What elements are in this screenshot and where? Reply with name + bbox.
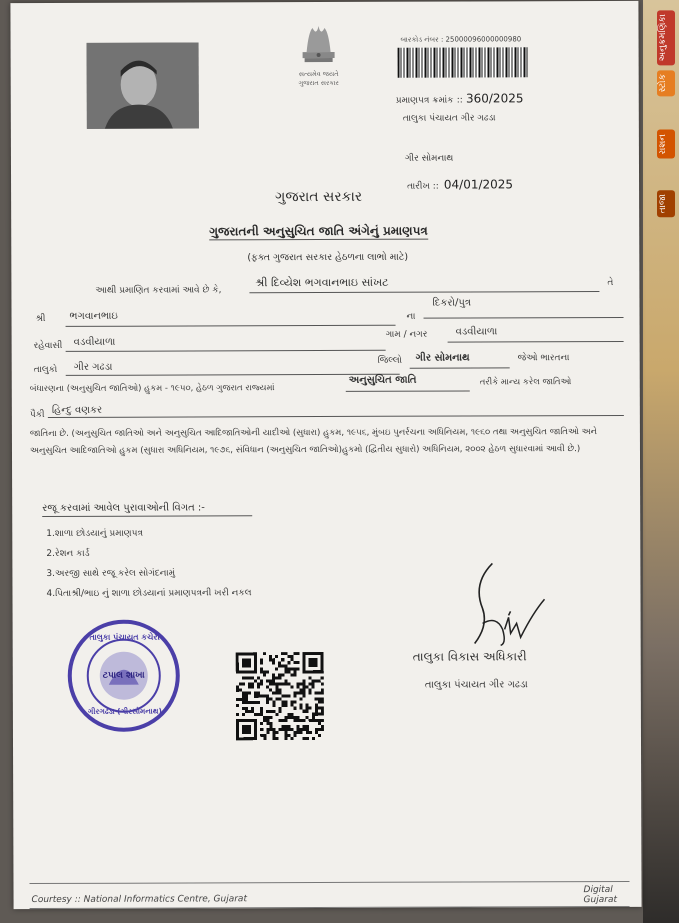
- relation-underline: [424, 317, 624, 319]
- district-underline: [410, 367, 510, 368]
- issuing-office: તાલુકા પંચાયત ગીર ગઢડા: [402, 113, 496, 124]
- footer-brand: Digital Gujarat: [583, 885, 618, 906]
- evidence-item-1: 1.શાળા છોડયાનું પ્રમાણપત્ર: [46, 528, 144, 539]
- district-value: ગીર સોમનાથ: [415, 352, 470, 364]
- cert-no-sep: ::: [456, 95, 463, 106]
- recognized-text: તરીકે માન્ય કરેલ જાતિઓ: [479, 377, 572, 388]
- government-title: ગુજરાત સરકાર: [275, 188, 363, 206]
- state-text: જેઓ ભારતના: [517, 353, 570, 364]
- caste-value: હિન્દુ વણકર: [51, 404, 103, 416]
- certificate-title: ગુજરાતની અનુસુચિત જાતિ અંગેનું પ્રમાણપત્ર: [209, 223, 428, 239]
- relation-value: દિકરો/પુત્ર: [432, 297, 472, 309]
- barcode: [398, 47, 528, 77]
- stamp-bottom: ગીરગઢડા (ગીરસોમનાથ): [87, 706, 162, 716]
- father-underline: [66, 325, 396, 327]
- emblem-govt: ગુજરાત સરકાર: [298, 78, 339, 88]
- shri-text: શ્રી: [35, 313, 46, 325]
- qr-code: [236, 652, 324, 740]
- side-tab-2: સ્ટોક: [657, 70, 675, 96]
- na-text: ના: [406, 311, 416, 322]
- certificate-number: [396, 91, 524, 105]
- evidence-item-2: 2.રેશન કાર્ડ: [46, 548, 90, 559]
- evidence-item-3: 3.અરજી સાથે રજૂ કરેલ સોગંદનામું: [46, 568, 176, 579]
- category-value: અનુસુચિત જાતિ: [348, 374, 417, 386]
- stamp-top: તાલુકા પંચાયત કચેરી: [89, 632, 160, 642]
- side-tab-4: તાજા: [657, 190, 675, 217]
- issuing-place: ગીર સોમનાથ: [404, 153, 454, 164]
- side-tab-1: અનુક્રમણિકા: [657, 10, 675, 65]
- resident-underline: [66, 350, 386, 352]
- cert-no-value: 360/2025: [465, 91, 524, 106]
- officer-office: તાલુકા પંચાયત ગીર ગઢડા: [424, 679, 528, 691]
- footer-courtesy: Courtesy :: National Informatics Centre, Gujarat: [31, 894, 247, 906]
- side-tab-3: રાશન: [657, 130, 675, 159]
- officer-designation: તાલુકા વિકાસ અધિકારી: [412, 649, 527, 664]
- office-stamp: [63, 614, 185, 736]
- emblem-motto: સત્યમેવ જયતે: [298, 69, 339, 79]
- background-book-edge: [643, 0, 679, 923]
- barcode-number: બારકોડ નંબર : 25000096000000980: [400, 35, 522, 44]
- te-text: તે: [607, 277, 614, 289]
- certificate-date: [407, 173, 513, 192]
- resident-value: વડવીયાળા: [73, 336, 116, 348]
- village-label: ગામ / નગર: [385, 329, 428, 340]
- certificate-page: [10, 1, 641, 909]
- father-name: ભગવાનભાઇ: [69, 310, 118, 322]
- intro-text: આથી પ્રમાણિત કરવામાં આવે છે કે,: [95, 285, 222, 296]
- evidence-item-4: 4.પિતાશ્રી/ભાઇ નું શાળા છોડયાનાં પ્રમાણપત્રની ખરી નકલ: [46, 588, 252, 599]
- date-label: તારીખ ::: [407, 181, 439, 192]
- certificate-subtitle: (ફક્ત ગુજરાત સરકાર હેઠળના લાભો માટે): [247, 251, 409, 264]
- officer-signature: [452, 553, 562, 653]
- village-underline: [448, 341, 624, 343]
- resident-label: રહેવાસી: [33, 340, 63, 352]
- date-value: 04/01/2025: [443, 177, 514, 192]
- district-label: જિલ્લો: [377, 355, 402, 366]
- applicant-name: શ્રી દિવ્યેશ ભગવાનભાઇ સાંખટ: [255, 275, 389, 290]
- category-underline: [346, 390, 470, 391]
- evidence-heading: રજૂ કરવામાં આવેલ પુરાવાઓની વિગત :-: [42, 502, 252, 517]
- stamp-middle: ટપાલ શાખા: [102, 670, 145, 681]
- cert-no-label: પ્રમાણપત્ર ક્રમાંક: [395, 95, 454, 106]
- taluka-value: ગીર ગઢડા: [73, 361, 113, 373]
- village-value: વડવીયાળા: [455, 326, 498, 338]
- taluka-label: તાલુકો: [33, 364, 58, 376]
- caste-prefix: પૈકી: [29, 409, 45, 421]
- caste-underline: [48, 415, 624, 418]
- state-emblem: [290, 22, 346, 88]
- legal-paragraph: જાતિના છે. (અનુસુચિત જાતિઓ અને અનુસુચિત આદિજાતિઓની યાદીઓ (સુધારા) હુકમ, ૧૯૫૬, મુંબઇ પુનર્રચના અધિનિયમ, ૧૯૬૦ તથા અનુસુચિત જાતિઓ અને અનુસુચિત આદિજાતિઓ હુકમ (સુધારા અધિનિયમ, ૧૯૭૬, સંવિધાન (અનુસુચિત જાતિઓ)હુકમો (દ્વિતીય સુધારો) અધિનિયમ, ૨૦૦૨ હેઠળ સુધારવામાં આવી છે.): [29, 427, 598, 457]
- order-text: બંધારણના (અનુસુચિત જાતિઓ) હુકમ - ૧૯૫૦, હેઠળ ગુજરાત રાજ્યમાં: [29, 383, 275, 395]
- applicant-photo: [87, 42, 199, 128]
- name-underline: [249, 291, 599, 293]
